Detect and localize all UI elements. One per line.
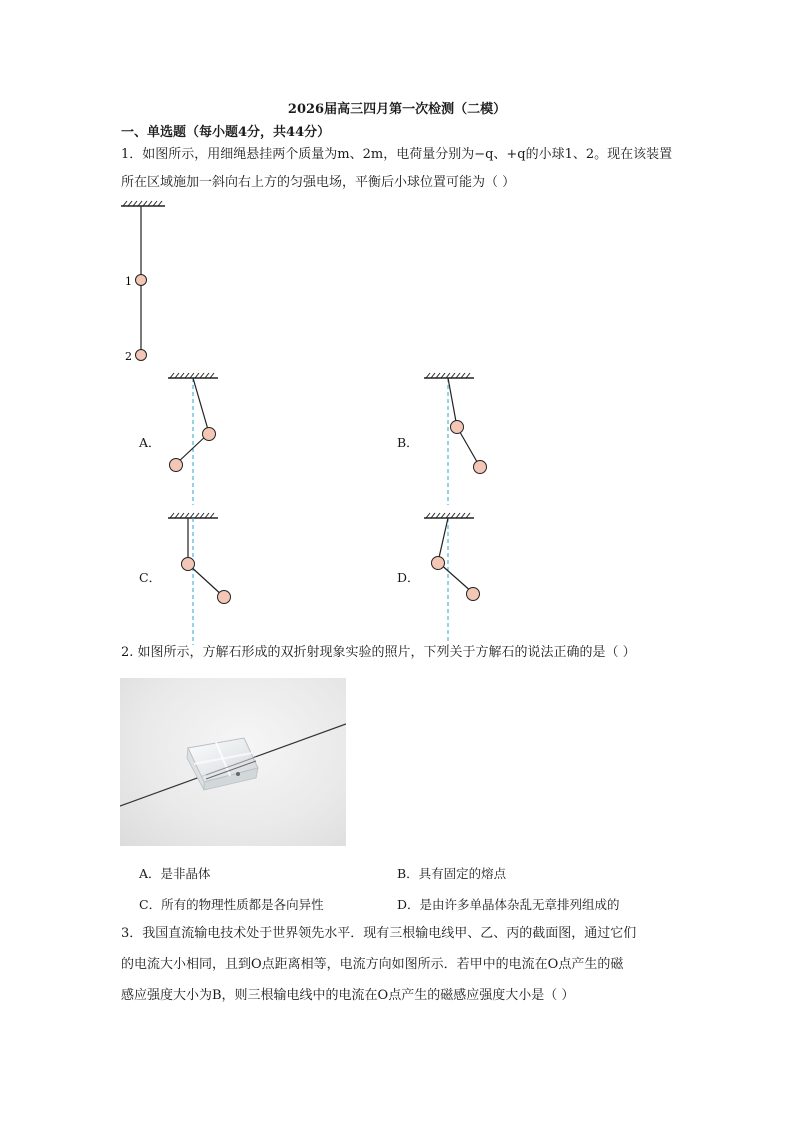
q2-option-b[interactable]: B．具有固定的熔点	[397, 866, 507, 881]
ball-1	[136, 275, 147, 286]
q2-option-a[interactable]: A．是非晶体	[139, 866, 211, 881]
q1-stem-line2: 所在区域施加一斜向右上方的匀强电场，平衡后小球位置可能为（ ）	[121, 175, 516, 190]
ball-2-label: 2	[125, 350, 132, 363]
ball-2	[136, 350, 147, 361]
q1-option-d-label[interactable]: D．	[397, 570, 420, 585]
q1-option-c-figure[interactable]	[160, 510, 240, 650]
ball-1	[432, 557, 445, 570]
q1-option-c-label[interactable]: C．	[139, 570, 162, 585]
ball-1	[182, 558, 195, 571]
q1-stem-line1: 1．如图所示，用细绳悬挂两个质量为m、2m，电荷量分别为−q、+q的小球1、2。现在该装置	[121, 147, 673, 162]
calcite-photo	[120, 678, 346, 846]
ball-1	[203, 428, 216, 441]
q1-option-d-figure[interactable]	[416, 510, 496, 650]
q1-main-figure	[115, 198, 175, 368]
ball-2	[474, 461, 487, 474]
q3-stem-line2: 的电流大小相同，且到O点距离相等，电流方向如图所示．若甲中的电流在O点产生的磁	[121, 957, 624, 972]
ball-2	[170, 459, 183, 472]
q2-option-c[interactable]: C．所有的物理性质都是各向异性	[139, 897, 324, 912]
ball-2	[467, 588, 480, 601]
q3-stem-line1: 3．我国直流输电技术处于世界领先水平．现有三根输电线甲、乙、丙的截面图，通过它们	[121, 926, 637, 941]
q1-option-a-label[interactable]: A．	[139, 435, 161, 450]
q2-stem: 2. 如图所示，方解石形成的双折射现象实验的照片，下列关于方解石的说法正确的是（ ）	[121, 645, 636, 660]
q1-option-b-figure[interactable]	[416, 370, 496, 510]
section-heading: 一、单选题（每小题4分，共44分）	[121, 125, 331, 140]
ball-1	[451, 421, 464, 434]
q3-stem-line3: 感应强度大小为B，则三根输电线中的电流在O点产生的磁感应强度大小是（ ）	[121, 988, 575, 1003]
ceiling-hatch-icon	[121, 201, 165, 206]
ball-2	[218, 591, 231, 604]
ball-1-label: 1	[125, 275, 132, 288]
q1-option-a-figure[interactable]	[160, 370, 230, 510]
exam-title: 2026届高三四月第一次检测（二模）	[287, 102, 507, 117]
q2-option-d[interactable]: D．是由许多单晶体杂乱无章排列组成的	[397, 897, 620, 912]
q1-option-b-label[interactable]: B．	[397, 435, 419, 450]
